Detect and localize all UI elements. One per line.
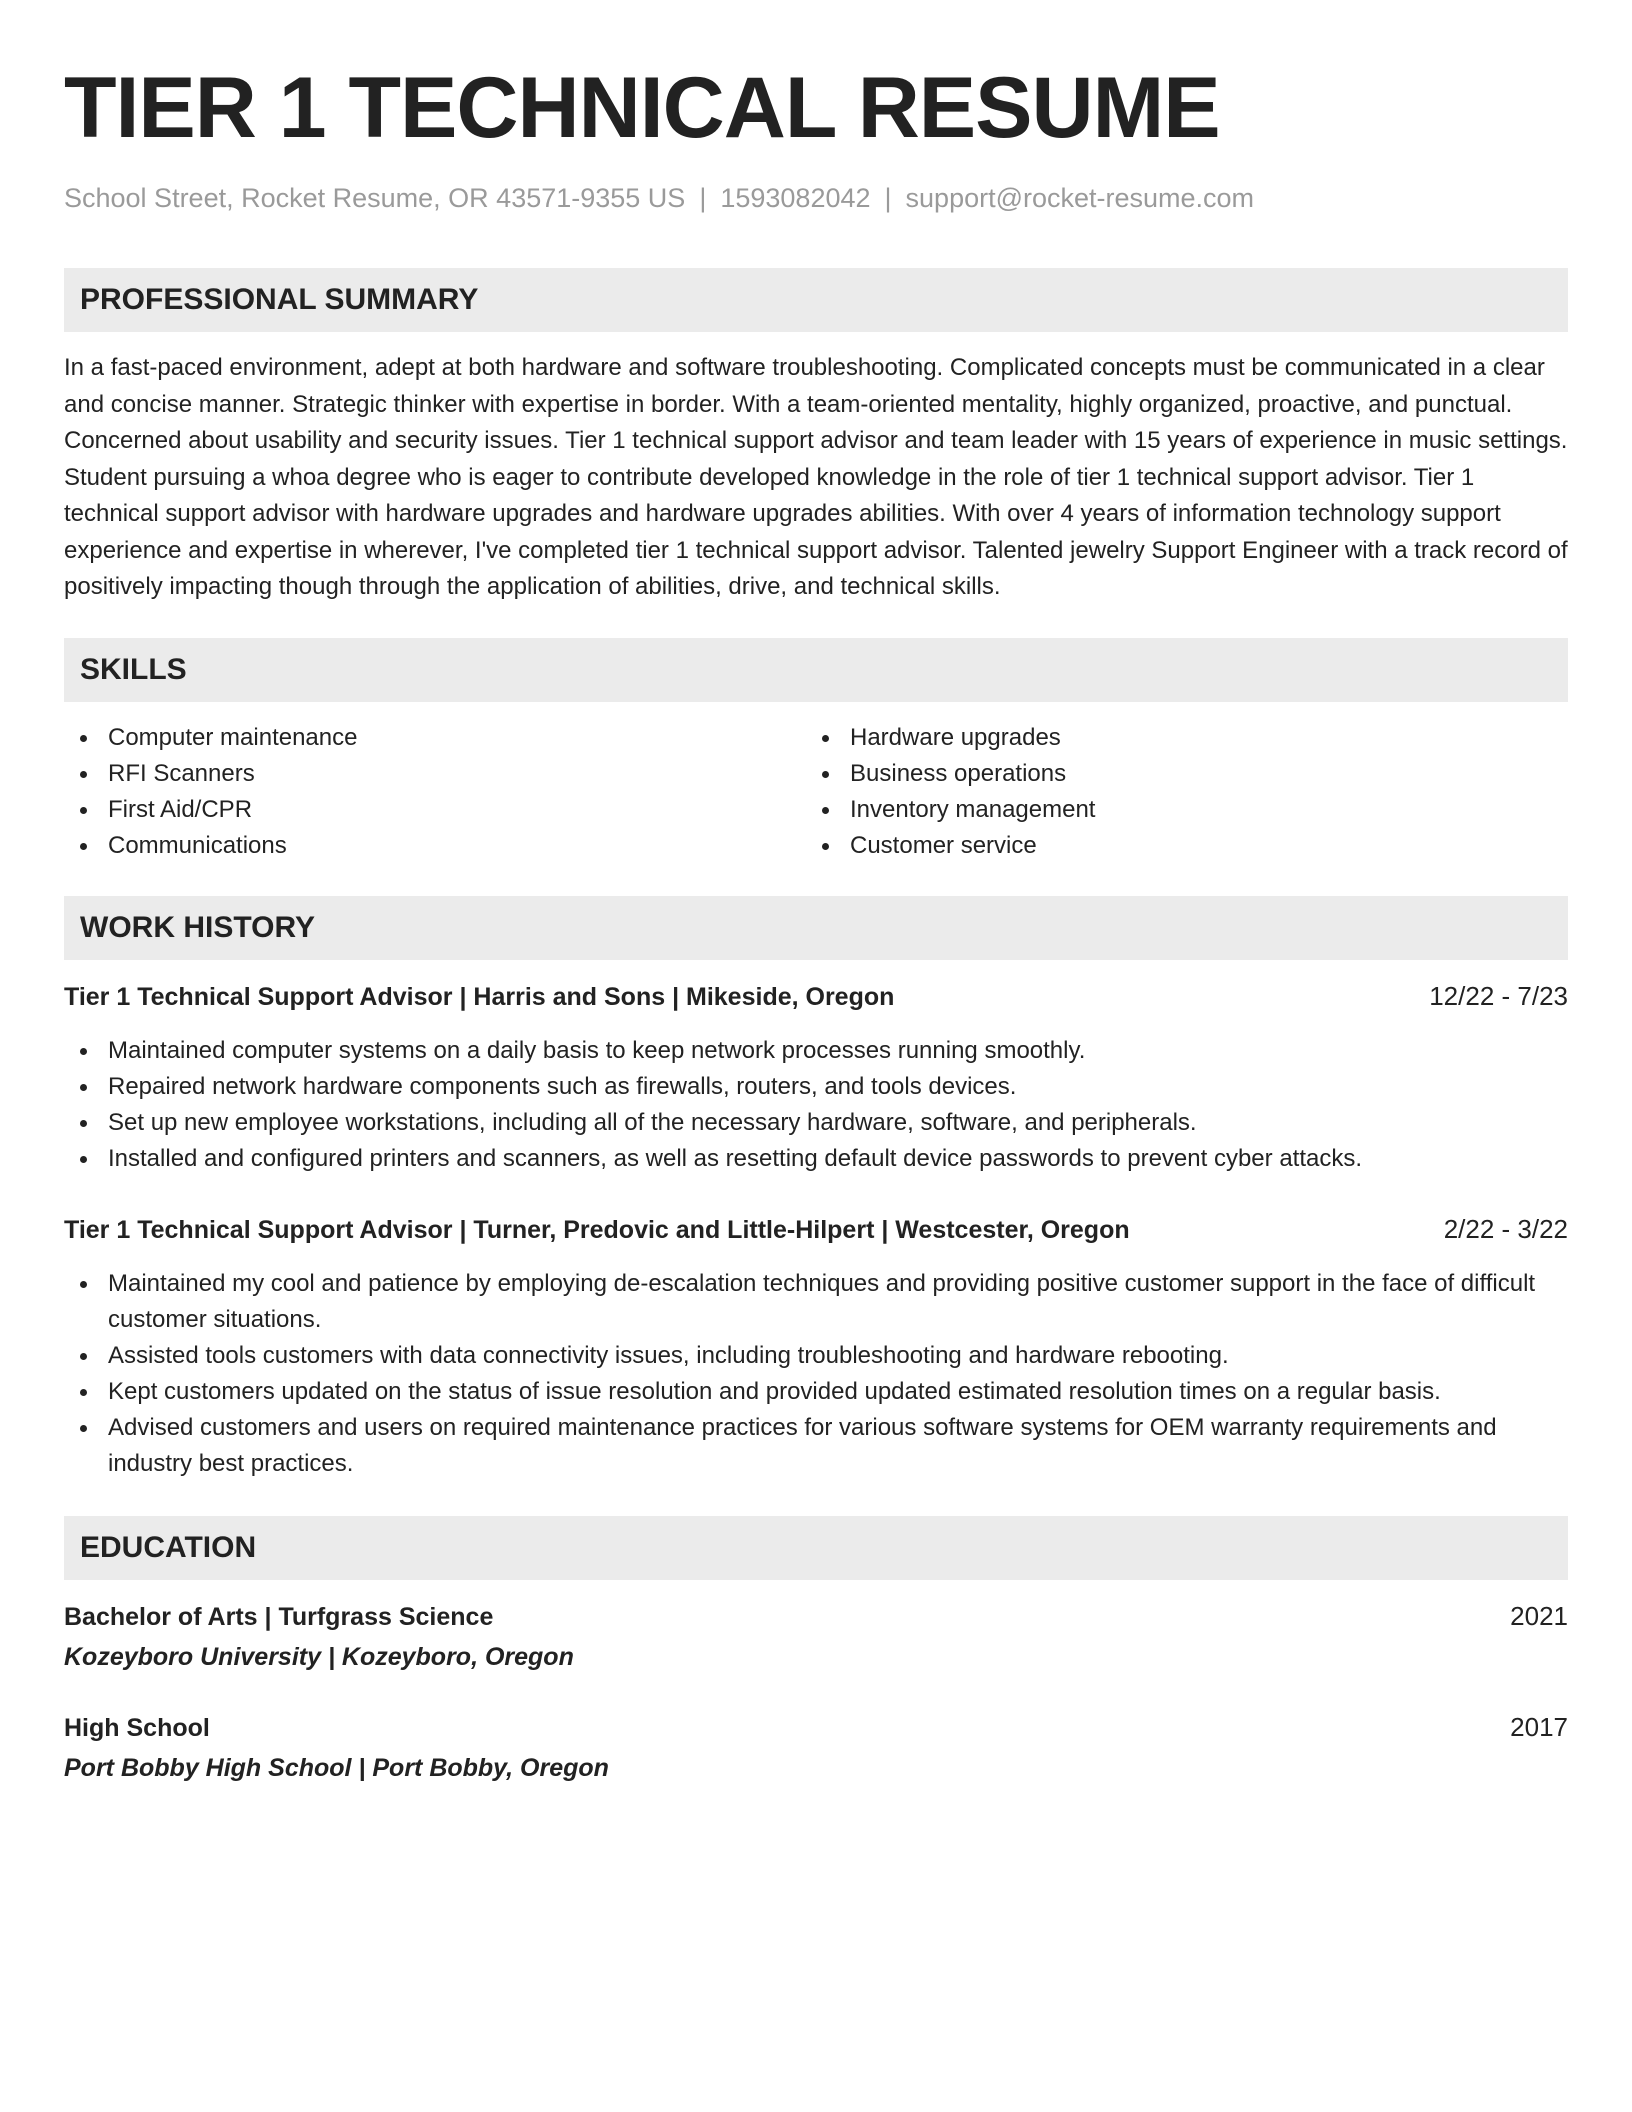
job-entry bbox=[64, 978, 1568, 1177]
job-bullet: Set up new employee workstations, including all of the necessary hardware, software, and peripherals. bbox=[64, 1105, 1568, 1141]
education-school: Kozeyboro University | Kozeyboro, Oregon bbox=[64, 1642, 574, 1671]
summary-text: In a fast-paced environment, adept at both hardware and software troubleshooting. Complicated concepts must be communicated in a clear and concise manner. Strategic thinker with expertise in border. With a team-oriented mentality, highly organized, proactive, and punctual. Concerned about usability and security issues. Tier 1 technical support advisor and team leader with 15 years of experience in music settings. Student pursuing a whoa degree who is eager to contribute developed knowledge in the role of tier 1 technical support advisor. Tier 1 technical support advisor with hardware upgrades and hardware upgrades abilities. With over 4 years of information technology support experience and expertise in wherever, I've completed tier 1 technical support advisor. Talented jewelry Support Engineer with a track record of positively impacting though through the application of abilities, drive, and technical skills. bbox=[64, 354, 1568, 600]
skill-item: Hardware upgrades bbox=[806, 720, 1548, 756]
education-header bbox=[64, 1709, 1568, 1746]
skills-column-right bbox=[806, 720, 1548, 864]
contact-line bbox=[64, 180, 1568, 216]
section-heading-work-history: WORK HISTORY bbox=[64, 896, 1568, 960]
job-bullet: Advised customers and users on required maintenance practices for various software systems for OEM warranty requirements and industry best practices. bbox=[64, 1410, 1568, 1482]
skill-item: Inventory management bbox=[806, 792, 1548, 828]
job-title: Tier 1 Technical Support Advisor | Turner, Predovic and Little-Hilpert | Westcester, Oregon bbox=[64, 1215, 1130, 1244]
job-entry bbox=[64, 1211, 1568, 1482]
contact-email: support@rocket-resume.com bbox=[905, 183, 1255, 213]
education-entry bbox=[64, 1709, 1568, 1786]
job-bullet: Repaired network hardware components such as firewalls, routers, and tools devices. bbox=[64, 1069, 1568, 1105]
contact-separator: | bbox=[884, 183, 892, 213]
skills-column-left bbox=[64, 720, 806, 864]
contact-separator: | bbox=[699, 183, 707, 213]
contact-address: School Street, Rocket Resume, OR 43571-9355 US bbox=[64, 183, 686, 213]
job-header bbox=[64, 978, 1568, 1015]
section-heading-skills: SKILLS bbox=[64, 638, 1568, 702]
job-bullet: Assisted tools customers with data connectivity issues, including troubleshooting and hardware rebooting. bbox=[64, 1338, 1568, 1374]
education-year: 2017 bbox=[1510, 1711, 1568, 1742]
job-dates: 12/22 - 7/23 bbox=[1429, 980, 1568, 1011]
skill-item: RFI Scanners bbox=[64, 756, 806, 792]
education-entry bbox=[64, 1598, 1568, 1675]
skills-list bbox=[64, 720, 1568, 864]
resume-title: TIER 1 TECHNICAL RESUME bbox=[64, 60, 1220, 156]
skill-item: Customer service bbox=[806, 828, 1548, 864]
contact-phone: 1593082042 bbox=[720, 183, 871, 213]
job-title: Tier 1 Technical Support Advisor | Harris and Sons | Mikeside, Oregon bbox=[64, 982, 895, 1011]
skill-item: Computer maintenance bbox=[64, 720, 806, 756]
job-bullet: Kept customers updated on the status of issue resolution and provided updated estimated resolution times on a regular basis. bbox=[64, 1374, 1568, 1410]
skill-item: Communications bbox=[64, 828, 806, 864]
education-degree: High School bbox=[64, 1713, 210, 1742]
section-heading-education: EDUCATION bbox=[64, 1516, 1568, 1580]
job-bullet: Maintained computer systems on a daily basis to keep network processes running smoothly. bbox=[64, 1033, 1568, 1069]
job-bullet: Installed and configured printers and scanners, as well as resetting default device passwords to prevent cyber attacks. bbox=[64, 1141, 1568, 1177]
skill-item: First Aid/CPR bbox=[64, 792, 806, 828]
job-bullet: Maintained my cool and patience by employing de-escalation techniques and providing positive customer support in the face of difficult customer situations. bbox=[64, 1266, 1568, 1338]
skill-item: Business operations bbox=[806, 756, 1548, 792]
education-header bbox=[64, 1598, 1568, 1635]
job-bullets bbox=[64, 1033, 1568, 1177]
job-header bbox=[64, 1211, 1568, 1248]
education-school: Port Bobby High School | Port Bobby, Oregon bbox=[64, 1753, 609, 1782]
job-bullets bbox=[64, 1266, 1568, 1482]
education-year: 2021 bbox=[1510, 1600, 1568, 1631]
job-dates: 2/22 - 3/22 bbox=[1443, 1213, 1568, 1244]
education-degree: Bachelor of Arts | Turfgrass Science bbox=[64, 1602, 494, 1631]
section-heading-summary: PROFESSIONAL SUMMARY bbox=[64, 268, 1568, 332]
